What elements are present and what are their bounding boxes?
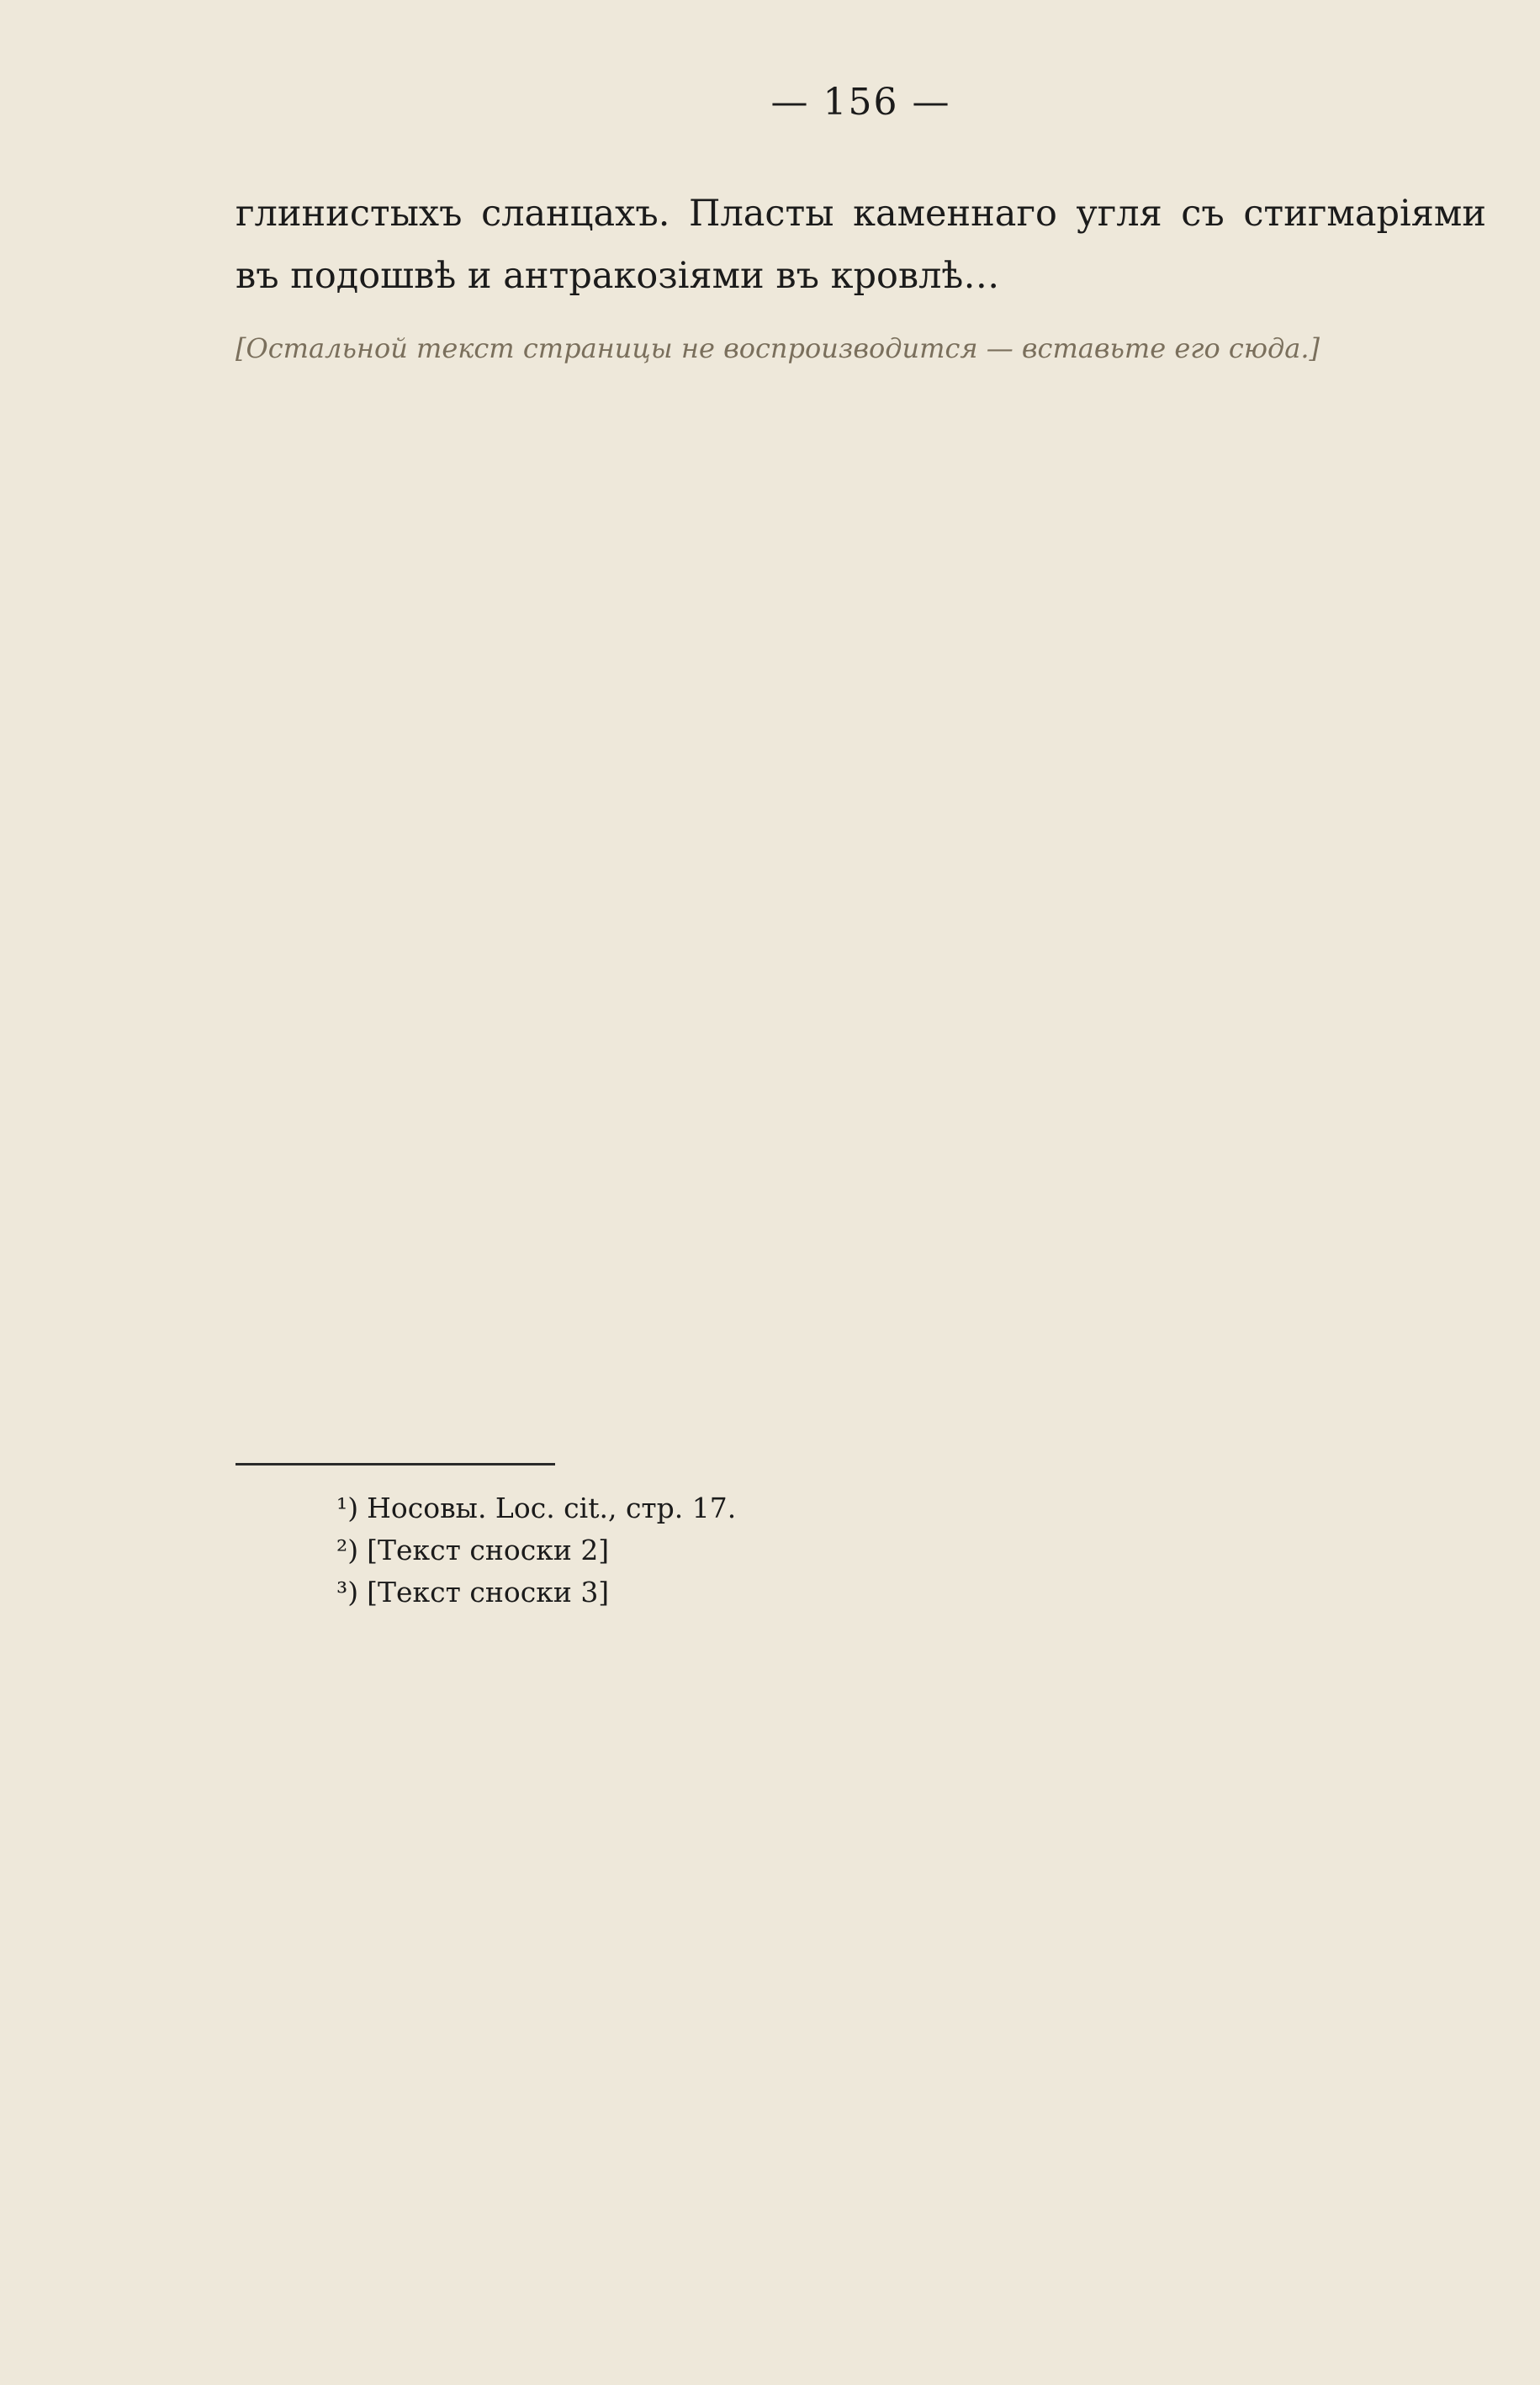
footnote-marker: ²) [336,1534,359,1566]
body-excerpt: глинистыхъ сланцахъ. Пласты каменнаго угля съ стигмаріями въ подошвѣ и антракозіями въ кровлѣ… [235,193,1486,297]
footnote-text: [Текст сноски 2] [367,1534,610,1566]
footnote-text: [Текст сноски 3] [367,1576,610,1609]
footnote-1 [235,1487,1486,1529]
placeholder-note: [Остальной текст страницы не воспроизводится — вставьте его сюда.] [235,332,1320,364]
page-number: — 156 — [770,81,951,124]
body-text [235,183,1486,369]
footnote-text: Носовы. Loc. cit., стр. 17. [367,1492,737,1524]
footnote-3 [235,1571,1486,1614]
footnote-divider [235,1463,555,1465]
footnotes [235,1487,1486,1614]
footnote-marker: ¹) [336,1492,359,1524]
footnote-marker: ³) [336,1576,359,1609]
footnote-2 [235,1529,1486,1571]
